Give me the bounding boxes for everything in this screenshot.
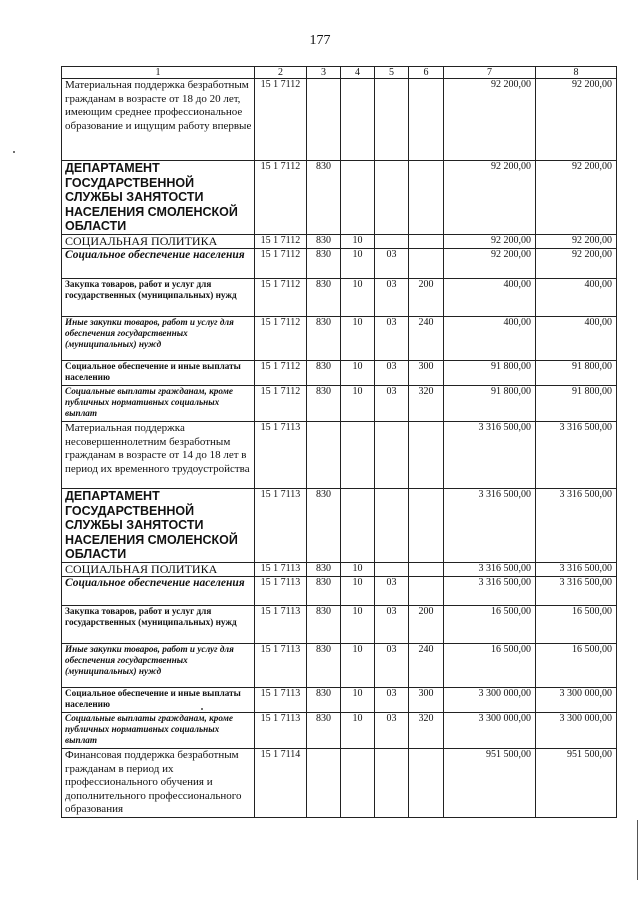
row-expense-type-cell [409,234,444,248]
row-section-cell: 10 [341,278,375,316]
row-csr-cell: 15 1 7112 [255,316,307,360]
table-row [62,248,617,278]
row-section-cell: 10 [341,605,375,643]
row-amount-col7-cell: 16 500,00 [444,605,536,643]
row-csr-cell: 15 1 7114 [255,748,307,817]
row-amount-col7-cell: 3 316 500,00 [444,488,536,562]
row-expense-type-cell: 300 [409,360,444,385]
row-amount-col7-cell: 951 500,00 [444,748,536,817]
row-amount-col8-cell: 91 800,00 [536,385,617,421]
column-header: 3 [307,67,341,79]
row-name-cell: Закупка товаров, работ и услуг для государственных (муниципальных) нужд [62,605,255,643]
row-amount-col7-cell: 92 200,00 [444,161,536,235]
table-row [62,421,617,488]
row-amount-col7-cell: 400,00 [444,278,536,316]
row-subsection-cell: 03 [375,712,409,748]
row-amount-col7-cell: 3 300 000,00 [444,687,536,712]
row-expense-type-cell: 240 [409,316,444,360]
row-subsection-cell: 03 [375,316,409,360]
row-subsection-cell: 03 [375,360,409,385]
row-subsection-cell: 03 [375,278,409,316]
scan-speck [13,151,15,153]
table-row [62,562,617,576]
row-csr-cell: 15 1 7112 [255,79,307,161]
budget-table [61,66,617,818]
row-name-cell: Иные закупки товаров, работ и услуг для обеспечения государственных (муниципальных) нужд [62,316,255,360]
row-subsection-cell [375,748,409,817]
column-header: 1 [62,67,255,79]
row-amount-col7-cell: 3 316 500,00 [444,562,536,576]
row-dept-cell: 830 [307,278,341,316]
row-csr-cell: 15 1 7112 [255,278,307,316]
column-header: 8 [536,67,617,79]
row-name-cell: Социальное обеспечение и иные выплаты населению [62,687,255,712]
row-csr-cell: 15 1 7113 [255,605,307,643]
row-expense-type-cell: 320 [409,712,444,748]
row-csr-cell: 15 1 7112 [255,248,307,278]
row-dept-cell: 830 [307,643,341,687]
row-name-cell: СОЦИАЛЬНАЯ ПОЛИТИКА [62,234,255,248]
row-amount-col8-cell: 951 500,00 [536,748,617,817]
row-section-cell: 10 [341,316,375,360]
row-dept-cell: 830 [307,385,341,421]
row-dept-cell: 830 [307,712,341,748]
table-row [62,316,617,360]
row-section-cell: 10 [341,576,375,605]
table-row [62,712,617,748]
row-name-cell: Социальное обеспечение населения [62,248,255,278]
table-row [62,278,617,316]
row-section-cell: 10 [341,360,375,385]
row-amount-col7-cell: 92 200,00 [444,79,536,161]
row-name-cell: Материальная поддержка несовершеннолетним безработным гражданам в возрасте от 14 до 18 лет в период их временного трудоустройства [62,421,255,488]
row-expense-type-cell [409,421,444,488]
row-dept-cell: 830 [307,687,341,712]
table-row [62,687,617,712]
row-amount-col8-cell: 91 800,00 [536,360,617,385]
row-expense-type-cell [409,161,444,235]
table-row [62,748,617,817]
row-name-cell: Финансовая поддержка безработным гражданам в период их профессионального обучения и дополнительного профессионального образования [62,748,255,817]
row-amount-col7-cell: 3 316 500,00 [444,576,536,605]
row-amount-col8-cell: 3 316 500,00 [536,421,617,488]
column-header: 6 [409,67,444,79]
row-csr-cell: 15 1 7112 [255,234,307,248]
page-number: 177 [309,33,331,48]
row-amount-col7-cell: 400,00 [444,316,536,360]
row-amount-col7-cell: 92 200,00 [444,234,536,248]
row-expense-type-cell [409,562,444,576]
row-section-cell [341,748,375,817]
row-amount-col8-cell: 3 316 500,00 [536,562,617,576]
row-name-cell: Социальные выплаты гражданам, кроме публичных нормативных социальных выплат [62,385,255,421]
row-section-cell: 10 [341,234,375,248]
row-name-cell: Иные закупки товаров, работ и услуг для обеспечения государственных (муниципальных) нужд [62,643,255,687]
row-amount-col8-cell: 3 300 000,00 [536,687,617,712]
row-subsection-cell: 03 [375,385,409,421]
row-csr-cell: 15 1 7113 [255,562,307,576]
row-section-cell: 10 [341,643,375,687]
row-section-cell [341,161,375,235]
table-row [62,79,617,161]
table-row [62,576,617,605]
row-section-cell [341,488,375,562]
row-amount-col8-cell: 400,00 [536,278,617,316]
row-expense-type-cell [409,248,444,278]
row-csr-cell: 15 1 7113 [255,421,307,488]
row-dept-cell: 830 [307,562,341,576]
row-dept-cell: 830 [307,161,341,235]
row-csr-cell: 15 1 7112 [255,385,307,421]
column-header: 2 [255,67,307,79]
row-section-cell: 10 [341,248,375,278]
scan-speck [201,708,203,710]
row-subsection-cell [375,562,409,576]
row-amount-col8-cell: 92 200,00 [536,161,617,235]
row-subsection-cell [375,161,409,235]
row-section-cell: 10 [341,562,375,576]
table-row [62,488,617,562]
row-dept-cell: 830 [307,576,341,605]
row-section-cell [341,79,375,161]
row-dept-cell [307,79,341,161]
row-subsection-cell: 03 [375,576,409,605]
row-section-cell [341,421,375,488]
table-row [62,605,617,643]
row-csr-cell: 15 1 7113 [255,712,307,748]
row-amount-col8-cell: 16 500,00 [536,643,617,687]
row-dept-cell: 830 [307,488,341,562]
row-expense-type-cell: 300 [409,687,444,712]
header-row [62,67,617,79]
row-subsection-cell [375,421,409,488]
row-name-cell: ДЕПАРТАМЕНТ ГОСУДАРСТВЕННОЙ СЛУЖБЫ ЗАНЯТОСТИ НАСЕЛЕНИЯ СМОЛЕНСКОЙ ОБЛАСТИ [62,488,255,562]
table-row [62,360,617,385]
table-row [62,385,617,421]
row-subsection-cell [375,79,409,161]
row-subsection-cell: 03 [375,248,409,278]
row-expense-type-cell [409,488,444,562]
row-name-cell: Закупка товаров, работ и услуг для государственных (муниципальных) нужд [62,278,255,316]
row-amount-col8-cell: 92 200,00 [536,79,617,161]
row-name-cell: Материальная поддержка безработным гражданам в возрасте от 18 до 20 лет, имеющим среднее профессиональное образование и ищущим работу впервые [62,79,255,161]
column-header: 5 [375,67,409,79]
table-row [62,234,617,248]
row-expense-type-cell: 200 [409,605,444,643]
table-row [62,643,617,687]
row-csr-cell: 15 1 7112 [255,360,307,385]
row-subsection-cell: 03 [375,605,409,643]
row-name-cell: ДЕПАРТАМЕНТ ГОСУДАРСТВЕННОЙ СЛУЖБЫ ЗАНЯТОСТИ НАСЕЛЕНИЯ СМОЛЕНСКОЙ ОБЛАСТИ [62,161,255,235]
row-subsection-cell: 03 [375,643,409,687]
row-amount-col8-cell: 3 300 000,00 [536,712,617,748]
row-dept-cell: 830 [307,234,341,248]
row-amount-col7-cell: 91 800,00 [444,385,536,421]
row-expense-type-cell [409,576,444,605]
row-csr-cell: 15 1 7113 [255,576,307,605]
row-amount-col7-cell: 3 316 500,00 [444,421,536,488]
row-amount-col8-cell: 400,00 [536,316,617,360]
row-expense-type-cell: 200 [409,278,444,316]
column-header: 4 [341,67,375,79]
row-dept-cell: 830 [307,605,341,643]
row-amount-col8-cell: 92 200,00 [536,248,617,278]
row-amount-col8-cell: 92 200,00 [536,234,617,248]
row-subsection-cell [375,234,409,248]
row-name-cell: СОЦИАЛЬНАЯ ПОЛИТИКА [62,562,255,576]
row-dept-cell: 830 [307,360,341,385]
table-body [62,79,617,818]
row-amount-col7-cell: 16 500,00 [444,643,536,687]
row-amount-col7-cell: 3 300 000,00 [444,712,536,748]
row-amount-col7-cell: 91 800,00 [444,360,536,385]
row-dept-cell: 830 [307,248,341,278]
row-section-cell: 10 [341,687,375,712]
row-expense-type-cell: 240 [409,643,444,687]
row-name-cell: Социальное обеспечение населения [62,576,255,605]
row-name-cell: Социальные выплаты гражданам, кроме публичных нормативных социальных выплат [62,712,255,748]
scan-edge-mark [637,820,638,880]
row-csr-cell: 15 1 7112 [255,161,307,235]
row-csr-cell: 15 1 7113 [255,488,307,562]
row-csr-cell: 15 1 7113 [255,643,307,687]
table-row [62,161,617,235]
row-amount-col8-cell: 16 500,00 [536,605,617,643]
row-section-cell: 10 [341,712,375,748]
row-csr-cell: 15 1 7113 [255,687,307,712]
row-dept-cell [307,748,341,817]
row-dept-cell: 830 [307,316,341,360]
row-amount-col7-cell: 92 200,00 [444,248,536,278]
column-header: 7 [444,67,536,79]
row-amount-col8-cell: 3 316 500,00 [536,488,617,562]
row-subsection-cell [375,488,409,562]
row-name-cell: Социальное обеспечение и иные выплаты населению [62,360,255,385]
row-dept-cell [307,421,341,488]
row-subsection-cell: 03 [375,687,409,712]
row-section-cell: 10 [341,385,375,421]
row-expense-type-cell: 320 [409,385,444,421]
row-expense-type-cell [409,748,444,817]
row-amount-col8-cell: 3 316 500,00 [536,576,617,605]
row-expense-type-cell [409,79,444,161]
